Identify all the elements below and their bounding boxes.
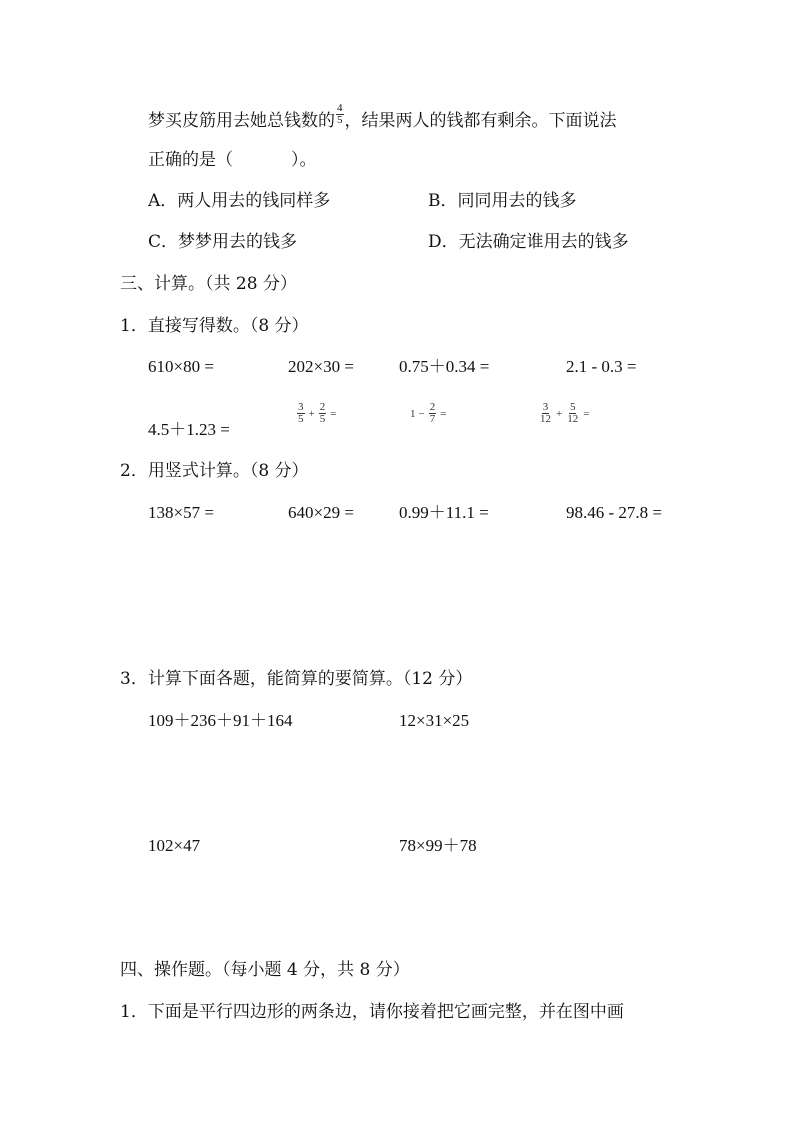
expr-12x31x25: 12×31×25 (399, 711, 470, 730)
expr-78x99+78: 78×99＋78 (399, 836, 477, 855)
fraction-denominator: 5 (337, 114, 343, 126)
question-text: 正确的是（ (148, 150, 233, 170)
question-text: ）。 (291, 150, 317, 170)
option-a: A．两人用去的钱同样多 (148, 191, 331, 211)
expr-640x29: 640×29 = (288, 503, 354, 522)
minus-sign: − (418, 407, 425, 420)
equals-sign: = (330, 407, 337, 420)
fraction-numerator: 4 (337, 102, 343, 114)
plus-sign: + (556, 407, 563, 420)
expr-frac-3-12-plus-5-12 (538, 402, 592, 425)
option-d: D．无法确定谁用去的钱多 (428, 232, 629, 252)
question-text: ，结果两人的钱都有剩余。下面说法 (344, 111, 617, 131)
expr-610x80: 610×80 = (148, 357, 214, 376)
section-4-question-1: 1．下面是平行四边形的两条边，请你接着把它画完整，并在图中画 (120, 1002, 624, 1022)
fraction-denominator: 7 (429, 413, 436, 425)
question-line-2 (148, 149, 317, 171)
sub-2-title: 2．用竖式计算。（8 分） (120, 461, 309, 481)
whole-number: 1 (410, 407, 416, 420)
fraction-denominator: 12 (540, 413, 551, 425)
fraction-numerator: 3 (298, 401, 304, 413)
fraction-numerator: 2 (429, 401, 436, 413)
expr-frac-3-5-plus-2-5 (296, 402, 339, 425)
fraction-denominator: 5 (298, 413, 304, 425)
sub-3-title: 3．计算下面各题，能简算的要简算。（12 分） (120, 669, 473, 689)
section-3-title: 三、计算。（共 28 分） (120, 274, 297, 294)
equals-sign: = (583, 407, 590, 420)
expr-102x47: 102×47 (148, 836, 201, 855)
fraction-denominator: 12 (567, 413, 579, 425)
section-4-title: 四、操作题。（每小题 4 分，共 8 分） (120, 960, 410, 980)
expr-0.99+11.1: 0.99＋11.1 = (399, 503, 489, 522)
expr-138x57: 138×57 = (148, 503, 214, 522)
fraction-numerator: 3 (542, 401, 549, 413)
equals-sign: = (440, 407, 447, 420)
expr-0.75+0.34: 0.75＋0.34 = (399, 357, 490, 376)
question-line-1 (148, 102, 617, 133)
plus-sign: + (308, 407, 315, 420)
expr-98.46-27.8: 98.46 - 27.8 = (566, 503, 662, 522)
fraction-numerator: 2 (319, 401, 326, 413)
sub-1-title: 1．直接写得数。（8 分） (120, 316, 309, 336)
fraction-denominator: 5 (319, 413, 326, 425)
expr-109+236+91+164: 109＋236＋91＋164 (148, 711, 293, 730)
option-b: B．同同用去的钱多 (428, 191, 577, 211)
fraction-four-fifths (336, 103, 344, 126)
expr-2.1-0.3: 2.1 - 0.3 = (566, 357, 637, 376)
expr-1-minus-frac-2-7 (410, 402, 449, 425)
question-text: 梦买皮筋用去她总钱数的 (148, 111, 335, 131)
expr-202x30: 202×30 = (288, 357, 354, 376)
expr-4.5+1.23: 4.5＋1.23 = (148, 420, 230, 439)
fraction-numerator: 5 (569, 401, 576, 413)
option-c: C．梦梦用去的钱多 (148, 232, 298, 252)
